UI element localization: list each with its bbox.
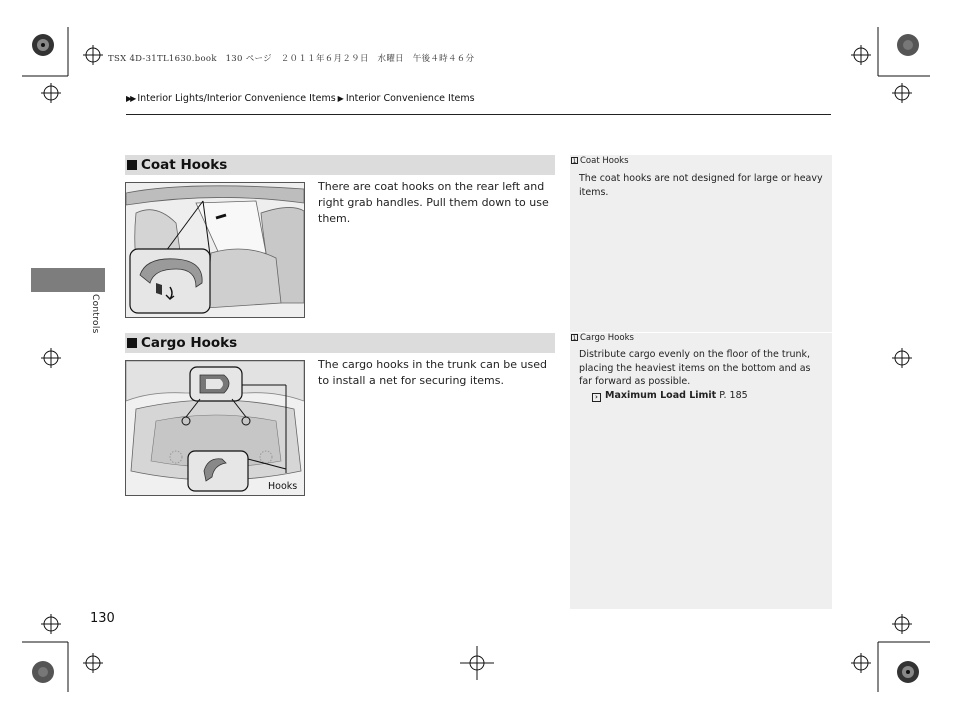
breadcrumb-level2: Interior Convenience Items: [345, 93, 475, 104]
section-heading-coat-hooks: Coat Hooks: [125, 155, 555, 175]
note-cargo-body: Distribute cargo evenly on the floor of the trunk, placing the heaviest items on the bottom and as far forward as possible.: [579, 349, 811, 388]
section-heading-cargo-hooks: Cargo Hooks: [125, 333, 555, 353]
note-ref-icon: 1: [572, 335, 577, 342]
note-cargo-title: 1 Cargo Hooks: [572, 333, 634, 343]
print-header: TSX 4D-31TL1630.book 130 ページ ２０１１年６月２９日 水曜日 午後４時４６分: [108, 54, 475, 64]
cargo-hooks-body: The cargo hooks in the trunk can be used to install a net for securing items.: [318, 358, 547, 387]
coat-hooks-figure: [125, 182, 305, 318]
reference-arrow-icon: ›: [592, 393, 601, 402]
chapter-tab-label: Controls: [90, 294, 100, 334]
breadcrumb-level1: Interior Lights/Interior Convenience Items: [137, 93, 336, 104]
note-coat-body: The coat hooks are not designed for large or heavy items.: [579, 173, 823, 198]
breadcrumb-arrow-icon: ▶▶: [126, 94, 135, 103]
header-divider: [126, 114, 831, 115]
figure-callout-hooks: Hooks: [268, 481, 298, 492]
page-number: 130: [90, 611, 115, 626]
breadcrumb-arrow-icon: ▶: [337, 94, 344, 103]
note-cargo-reference[interactable]: [592, 389, 748, 403]
reference-page[interactable]: P. 185: [719, 390, 748, 401]
note-coat-title: 1 Coat Hooks: [572, 156, 629, 166]
cargo-hooks-figure: [125, 360, 305, 496]
trunk-illustration: [126, 361, 304, 495]
car-interior-illustration: [126, 183, 304, 317]
reference-link-label[interactable]: Maximum Load Limit: [605, 390, 717, 401]
coat-hooks-body: There are coat hooks on the rear left and right grab handles. Pull them down to use them.: [318, 180, 549, 225]
section-square-icon: [127, 338, 137, 348]
note-ref-icon: 1: [572, 158, 577, 165]
breadcrumb: [126, 93, 475, 104]
section-square-icon: [127, 160, 137, 170]
chapter-tab: [31, 268, 105, 292]
